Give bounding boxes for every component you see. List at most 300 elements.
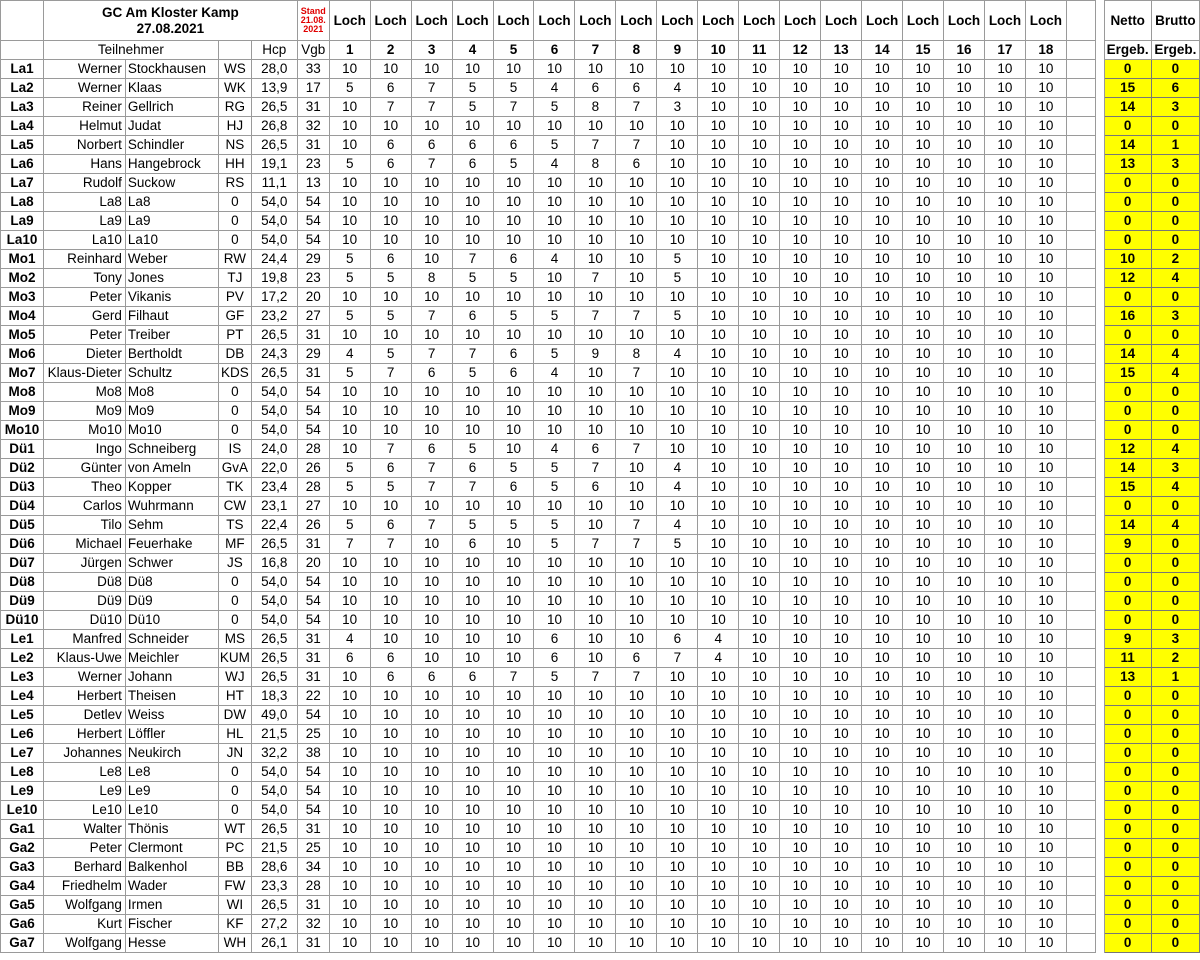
hole-score: 10 [575, 687, 616, 706]
table-row [1, 326, 1200, 345]
last-name: La8 [125, 193, 218, 212]
table-row [1, 421, 1200, 440]
hole-score: 7 [657, 649, 698, 668]
last-name: Dü10 [125, 611, 218, 630]
hole-score: 10 [329, 915, 370, 934]
vorgabe: 31 [297, 326, 329, 345]
hole-score: 10 [739, 516, 780, 535]
hole-score: 10 [1025, 744, 1066, 763]
last-name: Judat [125, 117, 218, 136]
hole-score: 10 [698, 706, 739, 725]
hole-score: 10 [944, 763, 985, 782]
hole-score: 10 [944, 136, 985, 155]
hole-score: 10 [862, 649, 903, 668]
hole-score: 10 [411, 421, 452, 440]
hole-score: 10 [821, 307, 862, 326]
hole-score: 10 [452, 60, 493, 79]
hole-score: 10 [329, 231, 370, 250]
hole-score: 10 [862, 592, 903, 611]
gap-cell [1095, 535, 1104, 554]
hole-score: 5 [534, 478, 575, 497]
hole-score: 10 [493, 573, 534, 592]
hole-score: 10 [370, 820, 411, 839]
netto-result: 0 [1104, 554, 1151, 573]
hole-score: 10 [452, 915, 493, 934]
gap-cell [1095, 98, 1104, 117]
hole-score: 10 [493, 497, 534, 516]
first-name: Dü9 [43, 592, 125, 611]
hole-score: 10 [821, 345, 862, 364]
vorgabe: 26 [297, 459, 329, 478]
hole-score: 10 [821, 383, 862, 402]
gap-cell [1095, 744, 1104, 763]
hole-score: 10 [739, 79, 780, 98]
hole-score: 10 [370, 801, 411, 820]
hole-score: 7 [370, 535, 411, 554]
vorgabe: 28 [297, 478, 329, 497]
hole-score: 10 [616, 858, 657, 877]
first-name: Manfred [43, 630, 125, 649]
hole-score: 10 [862, 364, 903, 383]
gap-cell [1095, 820, 1104, 839]
hole-score: 6 [616, 155, 657, 174]
hole-score: 10 [862, 345, 903, 364]
hole-score: 10 [616, 231, 657, 250]
player-id: Le8 [1, 763, 44, 782]
last-name: Wader [125, 877, 218, 896]
player-id: Dü2 [1, 459, 44, 478]
table-row [1, 402, 1200, 421]
hole-score: 7 [411, 155, 452, 174]
player-id: Dü4 [1, 497, 44, 516]
handicap: 28,6 [251, 858, 297, 877]
hole-score: 10 [903, 820, 944, 839]
hole-score: 10 [370, 782, 411, 801]
gap-cell [1095, 345, 1104, 364]
player-initials: PV [218, 288, 251, 307]
player-id: La2 [1, 79, 44, 98]
brutto-result: 0 [1151, 934, 1199, 953]
player-id: Le10 [1, 801, 44, 820]
hole-score: 10 [493, 60, 534, 79]
hole-score: 10 [329, 934, 370, 953]
netto-result: 14 [1104, 136, 1151, 155]
hole-score: 10 [329, 725, 370, 744]
hole-score: 10 [493, 820, 534, 839]
hole-score: 5 [329, 516, 370, 535]
hole-score: 10 [780, 440, 821, 459]
gap-cell [1095, 858, 1104, 877]
hole-score: 10 [1025, 516, 1066, 535]
table-row [1, 611, 1200, 630]
vorgabe: 33 [297, 60, 329, 79]
hole-score: 4 [329, 345, 370, 364]
hole-score: 10 [862, 687, 903, 706]
hole-score: 10 [493, 231, 534, 250]
player-initials: MS [218, 630, 251, 649]
hole-score: 10 [862, 763, 903, 782]
loch-header: Loch [370, 1, 411, 41]
hole-score: 10 [452, 421, 493, 440]
hole-score: 10 [657, 117, 698, 136]
hole-score: 10 [1025, 668, 1066, 687]
hole-score: 10 [780, 459, 821, 478]
hole-score: 10 [534, 706, 575, 725]
hole-score: 10 [493, 402, 534, 421]
corner-cell [1, 1, 44, 41]
hole-score: 10 [616, 687, 657, 706]
player-initials: DW [218, 706, 251, 725]
hole-score: 5 [493, 307, 534, 326]
player-id: La5 [1, 136, 44, 155]
hole-score: 10 [616, 896, 657, 915]
netto-result: 15 [1104, 478, 1151, 497]
hole-score: 10 [862, 79, 903, 98]
hole-score: 10 [411, 250, 452, 269]
hole-score: 10 [1025, 782, 1066, 801]
hole-score: 10 [780, 839, 821, 858]
gap-cell [1095, 801, 1104, 820]
hole-score: 10 [657, 231, 698, 250]
handicap: 26,5 [251, 896, 297, 915]
hole-score: 10 [821, 98, 862, 117]
first-name: Detlev [43, 706, 125, 725]
hole-score: 10 [616, 60, 657, 79]
player-initials: HT [218, 687, 251, 706]
player-id: Mo2 [1, 269, 44, 288]
gap-cell [1095, 592, 1104, 611]
hole-score: 10 [616, 326, 657, 345]
hole-score: 10 [657, 763, 698, 782]
hole-score: 7 [616, 136, 657, 155]
loch-header: Loch [329, 1, 370, 41]
hole-score: 10 [370, 288, 411, 307]
hole-score: 10 [862, 801, 903, 820]
first-name: Jürgen [43, 554, 125, 573]
gap-cell [1095, 231, 1104, 250]
spacer-cell [1066, 763, 1095, 782]
vorgabe: 34 [297, 858, 329, 877]
hole-score: 10 [616, 459, 657, 478]
netto-result: 9 [1104, 630, 1151, 649]
hole-score: 6 [493, 345, 534, 364]
hole-score: 10 [780, 592, 821, 611]
vorgabe: 54 [297, 763, 329, 782]
hole-score: 10 [944, 231, 985, 250]
hole-score: 4 [534, 364, 575, 383]
player-id: Ga3 [1, 858, 44, 877]
hole-score: 10 [657, 554, 698, 573]
hole-score: 10 [984, 193, 1025, 212]
netto-result: 0 [1104, 877, 1151, 896]
hole-score: 10 [370, 934, 411, 953]
hole-score: 10 [780, 269, 821, 288]
netto-result: 0 [1104, 611, 1151, 630]
handicap: 16,8 [251, 554, 297, 573]
hole-score: 10 [903, 668, 944, 687]
title-cell [43, 1, 297, 41]
hole-score: 10 [944, 497, 985, 516]
hole-score: 10 [739, 535, 780, 554]
handicap: 26,5 [251, 364, 297, 383]
handicap: 28,0 [251, 60, 297, 79]
hole-score: 10 [534, 858, 575, 877]
last-name: Johann [125, 668, 218, 687]
last-name: Bertholdt [125, 345, 218, 364]
hole-score: 10 [534, 497, 575, 516]
hole-score: 10 [534, 231, 575, 250]
hole-score: 10 [739, 193, 780, 212]
hole-number-header: 5 [493, 41, 534, 60]
last-name: Treiber [125, 326, 218, 345]
hole-score: 10 [780, 687, 821, 706]
player-initials: HL [218, 725, 251, 744]
hole-score: 10 [411, 402, 452, 421]
hole-score: 10 [698, 611, 739, 630]
hole-score: 10 [739, 60, 780, 79]
hole-score: 10 [534, 212, 575, 231]
hole-score: 10 [575, 706, 616, 725]
hole-score: 10 [493, 212, 534, 231]
hole-score: 10 [1025, 687, 1066, 706]
hole-score: 7 [370, 364, 411, 383]
hole-score: 10 [575, 763, 616, 782]
hole-score: 10 [862, 193, 903, 212]
hole-score: 10 [1025, 79, 1066, 98]
hole-score: 10 [862, 136, 903, 155]
hole-score: 10 [984, 592, 1025, 611]
vorgabe: 31 [297, 649, 329, 668]
hole-score: 10 [534, 611, 575, 630]
loch-header: Loch [616, 1, 657, 41]
hole-score: 10 [984, 782, 1025, 801]
loch-header: Loch [944, 1, 985, 41]
hole-score: 10 [984, 554, 1025, 573]
hole-score: 10 [821, 725, 862, 744]
hole-score: 10 [780, 174, 821, 193]
hole-score: 10 [329, 117, 370, 136]
hole-score: 10 [984, 934, 1025, 953]
hole-score: 10 [821, 535, 862, 554]
brutto-header: Brutto [1151, 1, 1199, 41]
gap-cell [1095, 383, 1104, 402]
hole-score: 10 [370, 915, 411, 934]
hole-score: 10 [329, 592, 370, 611]
first-name: Gerd [43, 307, 125, 326]
hole-score: 5 [534, 459, 575, 478]
hole-score: 10 [616, 497, 657, 516]
brutto-result: 0 [1151, 801, 1199, 820]
hole-score: 10 [657, 896, 698, 915]
netto-result: 11 [1104, 649, 1151, 668]
hole-score: 10 [493, 611, 534, 630]
vorgabe: 31 [297, 896, 329, 915]
gap-cell [1095, 79, 1104, 98]
player-initials: 0 [218, 421, 251, 440]
handicap: 49,0 [251, 706, 297, 725]
hole-score: 10 [616, 744, 657, 763]
hole-score: 6 [657, 630, 698, 649]
hole-score: 10 [534, 60, 575, 79]
first-name: Friedhelm [43, 877, 125, 896]
hole-score: 10 [575, 592, 616, 611]
hole-score: 10 [780, 212, 821, 231]
handicap: 27,2 [251, 915, 297, 934]
spacer-cell [1066, 212, 1095, 231]
hole-score: 10 [739, 649, 780, 668]
gap-cell [1095, 573, 1104, 592]
brutto-result: 0 [1151, 383, 1199, 402]
hole-score: 4 [329, 630, 370, 649]
netto-result: 0 [1104, 706, 1151, 725]
hole-score: 10 [862, 516, 903, 535]
hole-score: 10 [534, 117, 575, 136]
hole-score: 10 [370, 706, 411, 725]
hole-score: 10 [452, 896, 493, 915]
hole-score: 10 [534, 193, 575, 212]
hole-score: 10 [903, 269, 944, 288]
handicap: 23,2 [251, 307, 297, 326]
table-row [1, 155, 1200, 174]
hole-score: 10 [862, 706, 903, 725]
hole-score: 10 [862, 174, 903, 193]
player-initials: WI [218, 896, 251, 915]
table-row [1, 459, 1200, 478]
table-row [1, 440, 1200, 459]
netto-result: 0 [1104, 896, 1151, 915]
player-initials: DB [218, 345, 251, 364]
hole-score: 10 [780, 307, 821, 326]
table-row [1, 364, 1200, 383]
netto-result: 0 [1104, 212, 1151, 231]
first-name: Werner [43, 60, 125, 79]
hole-score: 10 [984, 402, 1025, 421]
hole-score: 10 [944, 212, 985, 231]
loch-header: Loch [698, 1, 739, 41]
hole-score: 10 [984, 801, 1025, 820]
hole-score: 10 [329, 839, 370, 858]
hole-score: 10 [698, 554, 739, 573]
player-initials: 0 [218, 383, 251, 402]
table-row [1, 877, 1200, 896]
hole-score: 10 [534, 725, 575, 744]
hole-score: 10 [984, 858, 1025, 877]
loch-header: Loch [984, 1, 1025, 41]
hole-score: 10 [698, 136, 739, 155]
brutto-result: 1 [1151, 668, 1199, 687]
hole-score: 10 [534, 820, 575, 839]
hole-score: 10 [698, 117, 739, 136]
hole-score: 10 [452, 326, 493, 345]
first-name: Peter [43, 326, 125, 345]
hole-score: 10 [984, 98, 1025, 117]
table-row [1, 231, 1200, 250]
brutto-result: 0 [1151, 288, 1199, 307]
hole-score: 10 [1025, 231, 1066, 250]
hole-score: 10 [739, 250, 780, 269]
gap-cell [1095, 307, 1104, 326]
hole-score: 10 [452, 744, 493, 763]
hole-score: 5 [534, 668, 575, 687]
hole-score: 10 [780, 383, 821, 402]
player-initials: PC [218, 839, 251, 858]
player-id: Ga1 [1, 820, 44, 839]
hole-score: 10 [944, 630, 985, 649]
gap-cell [1095, 440, 1104, 459]
stand-date: 21.08. [300, 15, 326, 25]
gap-cell [1095, 402, 1104, 421]
hole-score: 10 [1025, 858, 1066, 877]
last-name: Weiss [125, 706, 218, 725]
hole-score: 10 [698, 459, 739, 478]
hole-score: 7 [370, 440, 411, 459]
hole-score: 10 [657, 497, 698, 516]
hole-score: 10 [903, 402, 944, 421]
gap-cell [1095, 326, 1104, 345]
hole-score: 10 [534, 763, 575, 782]
hole-score: 10 [944, 535, 985, 554]
hole-score: 10 [534, 934, 575, 953]
hole-score: 10 [862, 250, 903, 269]
netto-result: 0 [1104, 934, 1151, 953]
hole-score: 10 [944, 554, 985, 573]
hole-score: 10 [616, 383, 657, 402]
hole-score: 10 [944, 383, 985, 402]
hole-score: 10 [780, 155, 821, 174]
first-name: La10 [43, 231, 125, 250]
hole-score: 10 [411, 801, 452, 820]
hole-score: 10 [616, 801, 657, 820]
vorgabe: 54 [297, 611, 329, 630]
hole-score: 10 [452, 630, 493, 649]
brutto-result: 6 [1151, 79, 1199, 98]
hole-score: 10 [493, 288, 534, 307]
spacer-cell [1066, 725, 1095, 744]
hole-number-header: 17 [984, 41, 1025, 60]
hole-score: 10 [411, 763, 452, 782]
gap-cell [1095, 155, 1104, 174]
hole-score: 8 [616, 345, 657, 364]
hole-score: 5 [452, 269, 493, 288]
loch-header: Loch [534, 1, 575, 41]
vorgabe: 22 [297, 687, 329, 706]
hole-score: 10 [862, 535, 903, 554]
hole-score: 10 [903, 839, 944, 858]
hole-score: 4 [657, 478, 698, 497]
hole-score: 10 [616, 117, 657, 136]
vorgabe: 54 [297, 592, 329, 611]
brutto-result: 0 [1151, 212, 1199, 231]
last-name: Irmen [125, 896, 218, 915]
hole-score: 10 [984, 421, 1025, 440]
hole-score: 10 [780, 364, 821, 383]
brutto-result: 0 [1151, 60, 1199, 79]
hole-score: 6 [411, 668, 452, 687]
hole-score: 10 [411, 212, 452, 231]
netto-result: 0 [1104, 725, 1151, 744]
hole-score: 10 [452, 193, 493, 212]
hole-score: 10 [944, 801, 985, 820]
hole-score: 10 [452, 801, 493, 820]
hole-score: 10 [1025, 117, 1066, 136]
hole-number-header: 9 [657, 41, 698, 60]
gap-cell [1095, 174, 1104, 193]
hole-score: 10 [411, 896, 452, 915]
hole-score: 7 [575, 459, 616, 478]
spacer-cell [1066, 155, 1095, 174]
player-initials: PT [218, 326, 251, 345]
player-initials: 0 [218, 611, 251, 630]
